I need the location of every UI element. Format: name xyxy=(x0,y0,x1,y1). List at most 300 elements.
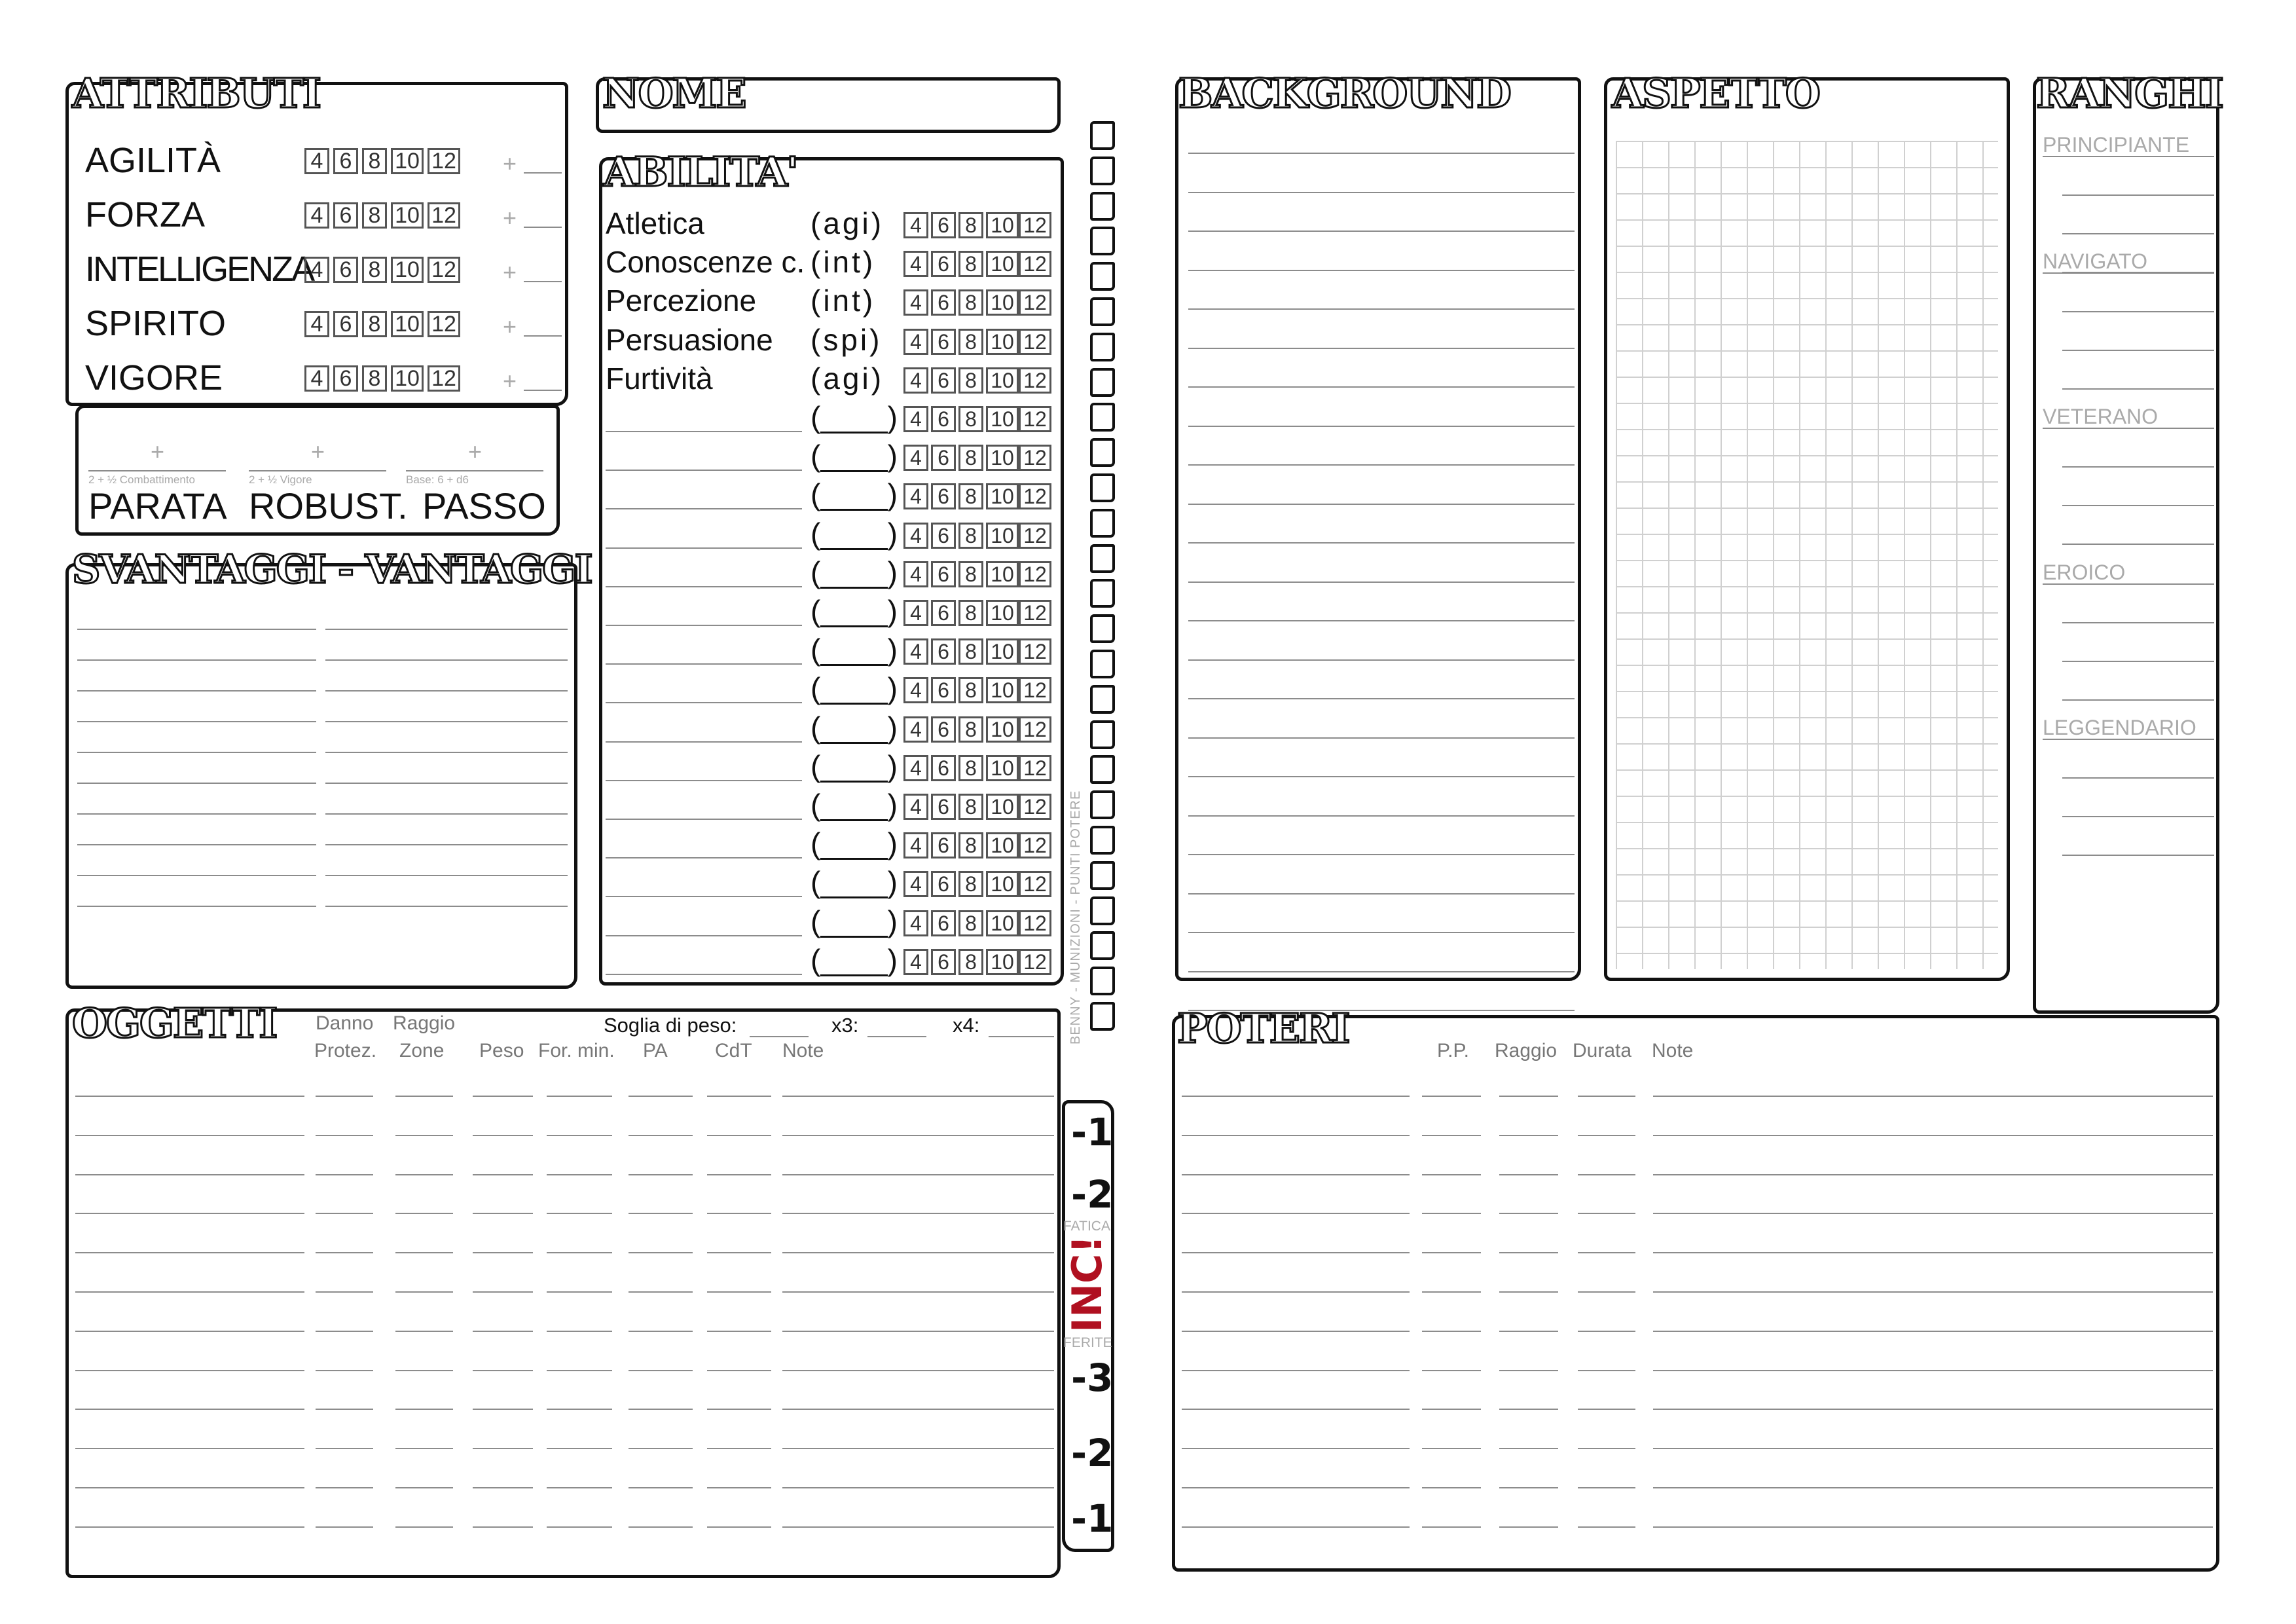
oggetti-line[interactable] xyxy=(473,1409,533,1410)
benny-box[interactable] xyxy=(1090,967,1115,995)
skill-die-d6[interactable]: 6 xyxy=(931,523,956,549)
skill-die-d4[interactable]: 4 xyxy=(903,483,928,509)
skill-die-d10[interactable]: 10 xyxy=(986,251,1019,277)
skill-die-d10[interactable]: 10 xyxy=(986,445,1019,471)
oggetti-line[interactable] xyxy=(316,1213,373,1214)
oggetti-line[interactable] xyxy=(395,1135,453,1136)
benny-box[interactable] xyxy=(1090,297,1115,326)
skill-die-d6[interactable]: 6 xyxy=(931,329,956,355)
oggetti-line[interactable] xyxy=(75,1331,304,1332)
poteri-line[interactable] xyxy=(1422,1409,1481,1410)
oggetti-line[interactable] xyxy=(629,1135,693,1136)
oggetti-line[interactable] xyxy=(75,1135,304,1136)
background-line[interactable] xyxy=(1188,192,1575,193)
skill-die-d12[interactable]: 12 xyxy=(1019,949,1051,975)
oggetti-line[interactable] xyxy=(316,1096,373,1097)
benny-box[interactable] xyxy=(1090,227,1115,255)
skill-attr-blank[interactable]: (____) xyxy=(811,594,898,628)
oggetti-line[interactable] xyxy=(782,1252,1054,1253)
skill-die-d8[interactable]: 8 xyxy=(958,794,983,820)
die-box-d10[interactable]: 10 xyxy=(391,257,424,283)
benny-box[interactable] xyxy=(1090,790,1115,819)
skill-die-d8[interactable]: 8 xyxy=(958,832,983,858)
poteri-line[interactable] xyxy=(1499,1487,1558,1488)
poteri-line[interactable] xyxy=(1499,1096,1558,1097)
skill-attr-blank[interactable]: (____) xyxy=(811,826,898,861)
oggetti-line[interactable] xyxy=(707,1174,771,1175)
background-line[interactable] xyxy=(1188,659,1575,661)
fatica-2[interactable]: -2 xyxy=(1071,1172,1114,1217)
skill-die-d10[interactable]: 10 xyxy=(986,794,1019,820)
oggetti-line[interactable] xyxy=(75,1291,304,1293)
svantaggio-line[interactable] xyxy=(77,875,316,876)
oggetti-line[interactable] xyxy=(316,1487,373,1488)
oggetti-line[interactable] xyxy=(782,1526,1054,1528)
skill-name-line[interactable] xyxy=(606,935,802,936)
poteri-line[interactable] xyxy=(1653,1331,2213,1332)
background-line[interactable] xyxy=(1188,386,1575,388)
poteri-line[interactable] xyxy=(1422,1448,1481,1449)
skill-name-line[interactable] xyxy=(606,857,802,858)
die-box-d8[interactable]: 8 xyxy=(362,202,387,229)
oggetti-line[interactable] xyxy=(707,1135,771,1136)
skill-die-d12[interactable]: 12 xyxy=(1019,289,1051,316)
oggetti-line[interactable] xyxy=(75,1448,304,1449)
skill-die-d6[interactable]: 6 xyxy=(931,871,956,897)
poteri-line[interactable] xyxy=(1182,1096,1410,1097)
oggetti-line[interactable] xyxy=(629,1448,693,1449)
benny-box[interactable] xyxy=(1090,262,1115,291)
benny-box[interactable] xyxy=(1090,720,1115,749)
skill-attr-blank[interactable]: (____) xyxy=(811,671,898,706)
skill-die-d6[interactable]: 6 xyxy=(931,561,956,587)
poteri-line[interactable] xyxy=(1499,1135,1558,1136)
soglia-line[interactable] xyxy=(750,1036,809,1037)
vantaggio-line[interactable] xyxy=(325,721,568,722)
benny-box[interactable] xyxy=(1090,614,1115,643)
oggetti-line[interactable] xyxy=(316,1370,373,1371)
skill-die-d12[interactable]: 12 xyxy=(1019,483,1051,509)
svantaggio-line[interactable] xyxy=(77,906,316,907)
oggetti-line[interactable] xyxy=(75,1252,304,1253)
poteri-line[interactable] xyxy=(1499,1526,1558,1528)
oggetti-line[interactable] xyxy=(707,1252,771,1253)
skill-attr-blank[interactable]: (____) xyxy=(811,633,898,667)
skill-attr-blank[interactable]: (____) xyxy=(811,400,898,434)
skill-die-d12[interactable]: 12 xyxy=(1019,677,1051,703)
poteri-line[interactable] xyxy=(1422,1370,1481,1371)
skill-die-d10[interactable]: 10 xyxy=(986,561,1019,587)
poteri-line[interactable] xyxy=(1653,1096,2213,1097)
die-box-d4[interactable]: 4 xyxy=(304,311,329,337)
oggetti-line[interactable] xyxy=(707,1370,771,1371)
oggetti-line[interactable] xyxy=(395,1096,453,1097)
oggetti-line[interactable] xyxy=(547,1409,612,1410)
background-line[interactable] xyxy=(1188,581,1575,583)
poteri-line[interactable] xyxy=(1578,1487,1635,1488)
skill-die-d8[interactable]: 8 xyxy=(958,483,983,509)
oggetti-line[interactable] xyxy=(629,1331,693,1332)
ferite-2[interactable]: -2 xyxy=(1071,1431,1114,1475)
skill-die-d4[interactable]: 4 xyxy=(903,523,928,549)
skill-die-d10[interactable]: 10 xyxy=(986,289,1019,316)
skill-die-d4[interactable]: 4 xyxy=(903,561,928,587)
die-box-d6[interactable]: 6 xyxy=(333,365,358,392)
skill-die-d10[interactable]: 10 xyxy=(986,677,1019,703)
background-line[interactable] xyxy=(1188,348,1575,349)
poteri-line[interactable] xyxy=(1578,1213,1635,1214)
poteri-line[interactable] xyxy=(1653,1252,2213,1253)
oggetti-line[interactable] xyxy=(316,1409,373,1410)
benny-box[interactable] xyxy=(1090,826,1115,855)
poteri-line[interactable] xyxy=(1578,1409,1635,1410)
svantaggio-line[interactable] xyxy=(77,783,316,784)
benny-box[interactable] xyxy=(1090,861,1115,890)
die-box-d8[interactable]: 8 xyxy=(362,365,387,392)
skill-die-d4[interactable]: 4 xyxy=(903,794,928,820)
oggetti-line[interactable] xyxy=(782,1213,1054,1214)
poteri-line[interactable] xyxy=(1653,1174,2213,1175)
oggetti-line[interactable] xyxy=(395,1174,453,1175)
oggetti-line[interactable] xyxy=(707,1291,771,1293)
skill-die-d10[interactable]: 10 xyxy=(986,716,1019,743)
skill-die-d12[interactable]: 12 xyxy=(1019,794,1051,820)
skill-die-d8[interactable]: 8 xyxy=(958,600,983,626)
skill-die-d6[interactable]: 6 xyxy=(931,832,956,858)
background-line[interactable] xyxy=(1188,153,1575,154)
die-box-d12[interactable]: 12 xyxy=(428,202,460,229)
skill-die-d12[interactable]: 12 xyxy=(1019,832,1051,858)
background-line[interactable] xyxy=(1188,737,1575,739)
poteri-line[interactable] xyxy=(1578,1448,1635,1449)
die-box-d4[interactable]: 4 xyxy=(304,257,329,283)
x4-line[interactable] xyxy=(989,1036,1054,1037)
poteri-line[interactable] xyxy=(1422,1174,1481,1175)
vantaggio-line[interactable] xyxy=(325,813,568,815)
die-box-d8[interactable]: 8 xyxy=(362,311,387,337)
background-line[interactable] xyxy=(1188,464,1575,466)
svantaggio-line[interactable] xyxy=(77,813,316,815)
skill-name-line[interactable] xyxy=(606,741,802,743)
vantaggio-line[interactable] xyxy=(325,690,568,692)
poteri-line[interactable] xyxy=(1499,1448,1558,1449)
skill-attr-blank[interactable]: (____) xyxy=(811,516,898,551)
poteri-line[interactable] xyxy=(1499,1331,1558,1332)
modifier-line[interactable] xyxy=(524,390,562,391)
oggetti-line[interactable] xyxy=(707,1331,771,1332)
poteri-line[interactable] xyxy=(1422,1252,1481,1253)
poteri-line[interactable] xyxy=(1499,1252,1558,1253)
benny-box[interactable] xyxy=(1090,192,1115,221)
skill-die-d12[interactable]: 12 xyxy=(1019,406,1051,432)
modifier-line[interactable] xyxy=(524,227,562,228)
ferite-1[interactable]: -1 xyxy=(1071,1496,1114,1541)
rank-advance-line[interactable] xyxy=(2062,311,2214,312)
poteri-line[interactable] xyxy=(1182,1370,1410,1371)
background-line[interactable] xyxy=(1188,932,1575,933)
skill-die-d10[interactable]: 10 xyxy=(986,832,1019,858)
x3-line[interactable] xyxy=(867,1036,926,1037)
die-box-d10[interactable]: 10 xyxy=(391,365,424,392)
oggetti-line[interactable] xyxy=(547,1526,612,1528)
oggetti-line[interactable] xyxy=(547,1291,612,1293)
skill-name-line[interactable] xyxy=(606,974,802,975)
skill-die-d4[interactable]: 4 xyxy=(903,289,928,316)
skill-die-d6[interactable]: 6 xyxy=(931,483,956,509)
rank-advance-line[interactable] xyxy=(2062,777,2214,779)
skill-die-d8[interactable]: 8 xyxy=(958,212,983,238)
skill-die-d6[interactable]: 6 xyxy=(931,794,956,820)
skill-die-d4[interactable]: 4 xyxy=(903,910,928,936)
benny-box[interactable] xyxy=(1090,1002,1115,1031)
poteri-line[interactable] xyxy=(1499,1213,1558,1214)
rank-advance-line[interactable] xyxy=(2062,699,2214,701)
skill-die-d8[interactable]: 8 xyxy=(958,638,983,665)
incapacitato[interactable]: INC! xyxy=(1063,1235,1111,1333)
derived-value-line[interactable] xyxy=(249,470,386,471)
skill-attr-blank[interactable]: (____) xyxy=(811,788,898,822)
oggetti-line[interactable] xyxy=(75,1409,304,1410)
oggetti-line[interactable] xyxy=(395,1331,453,1332)
oggetti-line[interactable] xyxy=(782,1174,1054,1175)
skill-name-line[interactable] xyxy=(606,508,802,509)
skill-name-line[interactable] xyxy=(606,625,802,626)
die-box-d6[interactable]: 6 xyxy=(333,148,358,174)
skill-die-d10[interactable]: 10 xyxy=(986,329,1019,355)
svantaggio-line[interactable] xyxy=(77,752,316,753)
skill-attr-blank[interactable]: (____) xyxy=(811,748,898,783)
background-line[interactable] xyxy=(1188,698,1575,699)
background-line[interactable] xyxy=(1188,426,1575,427)
vantaggio-line[interactable] xyxy=(325,875,568,876)
die-box-d4[interactable]: 4 xyxy=(304,365,329,392)
modifier-line[interactable] xyxy=(524,172,562,174)
oggetti-line[interactable] xyxy=(75,1213,304,1214)
rank-advance-line[interactable] xyxy=(2062,194,2214,196)
poteri-line[interactable] xyxy=(1422,1213,1481,1214)
oggetti-line[interactable] xyxy=(629,1291,693,1293)
poteri-line[interactable] xyxy=(1499,1174,1558,1175)
oggetti-line[interactable] xyxy=(316,1291,373,1293)
vantaggio-line[interactable] xyxy=(325,659,568,661)
die-box-d8[interactable]: 8 xyxy=(362,148,387,174)
benny-box[interactable] xyxy=(1090,896,1115,925)
poteri-line[interactable] xyxy=(1422,1291,1481,1293)
poteri-line[interactable] xyxy=(1653,1487,2213,1488)
background-line[interactable] xyxy=(1188,854,1575,855)
oggetti-line[interactable] xyxy=(547,1252,612,1253)
oggetti-line[interactable] xyxy=(473,1448,533,1449)
rank-advance-line[interactable] xyxy=(2062,622,2214,623)
rank-advance-line[interactable] xyxy=(2062,233,2214,234)
background-line[interactable] xyxy=(1188,231,1575,232)
oggetti-line[interactable] xyxy=(629,1526,693,1528)
poteri-line[interactable] xyxy=(1182,1487,1410,1488)
poteri-line[interactable] xyxy=(1653,1135,2213,1136)
oggetti-line[interactable] xyxy=(547,1213,612,1214)
poteri-line[interactable] xyxy=(1182,1448,1410,1449)
rank-advance-line[interactable] xyxy=(2062,466,2214,468)
oggetti-line[interactable] xyxy=(629,1096,693,1097)
skill-die-d12[interactable]: 12 xyxy=(1019,600,1051,626)
oggetti-line[interactable] xyxy=(547,1370,612,1371)
skill-die-d12[interactable]: 12 xyxy=(1019,251,1051,277)
oggetti-line[interactable] xyxy=(75,1487,304,1488)
skill-attr-blank[interactable]: (____) xyxy=(811,865,898,900)
oggetti-line[interactable] xyxy=(473,1174,533,1175)
poteri-line[interactable] xyxy=(1653,1526,2213,1528)
skill-die-d6[interactable]: 6 xyxy=(931,910,956,936)
skill-die-d8[interactable]: 8 xyxy=(958,289,983,316)
oggetti-line[interactable] xyxy=(629,1409,693,1410)
rank-advance-line[interactable] xyxy=(2062,661,2214,662)
skill-die-d6[interactable]: 6 xyxy=(931,445,956,471)
skill-die-d12[interactable]: 12 xyxy=(1019,212,1051,238)
vantaggio-line[interactable] xyxy=(325,844,568,845)
skill-die-d10[interactable]: 10 xyxy=(986,755,1019,781)
poteri-line[interactable] xyxy=(1499,1370,1558,1371)
oggetti-line[interactable] xyxy=(395,1448,453,1449)
skill-die-d8[interactable]: 8 xyxy=(958,406,983,432)
die-box-d12[interactable]: 12 xyxy=(428,148,460,174)
oggetti-line[interactable] xyxy=(782,1370,1054,1371)
skill-die-d4[interactable]: 4 xyxy=(903,832,928,858)
benny-box[interactable] xyxy=(1090,333,1115,361)
poteri-line[interactable] xyxy=(1578,1331,1635,1332)
benny-box[interactable] xyxy=(1090,931,1115,960)
die-box-d12[interactable]: 12 xyxy=(428,257,460,283)
skill-die-d8[interactable]: 8 xyxy=(958,523,983,549)
oggetti-line[interactable] xyxy=(473,1096,533,1097)
oggetti-line[interactable] xyxy=(395,1409,453,1410)
skill-die-d8[interactable]: 8 xyxy=(958,910,983,936)
vantaggio-line[interactable] xyxy=(325,752,568,753)
oggetti-line[interactable] xyxy=(473,1526,533,1528)
skill-name-line[interactable] xyxy=(606,470,802,471)
skill-die-d8[interactable]: 8 xyxy=(958,716,983,743)
skill-name-line[interactable] xyxy=(606,702,802,703)
die-box-d6[interactable]: 6 xyxy=(333,202,358,229)
oggetti-line[interactable] xyxy=(316,1331,373,1332)
aspetto-grid[interactable] xyxy=(1616,141,1998,969)
skill-die-d4[interactable]: 4 xyxy=(903,600,928,626)
oggetti-line[interactable] xyxy=(395,1526,453,1528)
rank-advance-line[interactable] xyxy=(2062,505,2214,506)
skill-die-d8[interactable]: 8 xyxy=(958,871,983,897)
skill-attr-blank[interactable]: (____) xyxy=(811,942,898,977)
oggetti-line[interactable] xyxy=(629,1252,693,1253)
skill-die-d12[interactable]: 12 xyxy=(1019,755,1051,781)
poteri-line[interactable] xyxy=(1422,1526,1481,1528)
svantaggio-line[interactable] xyxy=(77,659,316,661)
benny-box[interactable] xyxy=(1090,403,1115,432)
poteri-line[interactable] xyxy=(1578,1096,1635,1097)
skill-die-d12[interactable]: 12 xyxy=(1019,638,1051,665)
skill-die-d4[interactable]: 4 xyxy=(903,445,928,471)
skill-die-d8[interactable]: 8 xyxy=(958,329,983,355)
skill-die-d6[interactable]: 6 xyxy=(931,367,956,394)
skill-die-d4[interactable]: 4 xyxy=(903,716,928,743)
die-box-d10[interactable]: 10 xyxy=(391,202,424,229)
skill-die-d6[interactable]: 6 xyxy=(931,600,956,626)
skill-die-d4[interactable]: 4 xyxy=(903,677,928,703)
skill-die-d10[interactable]: 10 xyxy=(986,523,1019,549)
oggetti-line[interactable] xyxy=(473,1213,533,1214)
die-box-d4[interactable]: 4 xyxy=(304,202,329,229)
die-box-d10[interactable]: 10 xyxy=(391,148,424,174)
poteri-line[interactable] xyxy=(1578,1370,1635,1371)
modifier-line[interactable] xyxy=(524,281,562,282)
skill-die-d10[interactable]: 10 xyxy=(986,600,1019,626)
skill-name-line[interactable] xyxy=(606,663,802,665)
oggetti-line[interactable] xyxy=(707,1487,771,1488)
die-box-d12[interactable]: 12 xyxy=(428,311,460,337)
skill-name-line[interactable] xyxy=(606,431,802,432)
skill-die-d4[interactable]: 4 xyxy=(903,406,928,432)
poteri-line[interactable] xyxy=(1578,1526,1635,1528)
skill-die-d6[interactable]: 6 xyxy=(931,289,956,316)
oggetti-line[interactable] xyxy=(316,1135,373,1136)
poteri-line[interactable] xyxy=(1499,1409,1558,1410)
oggetti-line[interactable] xyxy=(316,1526,373,1528)
benny-box[interactable] xyxy=(1090,755,1115,784)
vantaggio-line[interactable] xyxy=(325,783,568,784)
benny-box[interactable] xyxy=(1090,121,1115,150)
skill-die-d4[interactable]: 4 xyxy=(903,755,928,781)
oggetti-line[interactable] xyxy=(473,1135,533,1136)
poteri-line[interactable] xyxy=(1653,1448,2213,1449)
poteri-line[interactable] xyxy=(1653,1291,2213,1293)
oggetti-line[interactable] xyxy=(473,1252,533,1253)
skill-die-d4[interactable]: 4 xyxy=(903,949,928,975)
oggetti-line[interactable] xyxy=(782,1331,1054,1332)
oggetti-line[interactable] xyxy=(629,1370,693,1371)
background-line[interactable] xyxy=(1188,971,1575,972)
oggetti-line[interactable] xyxy=(395,1213,453,1214)
skill-die-d8[interactable]: 8 xyxy=(958,445,983,471)
poteri-line[interactable] xyxy=(1578,1174,1635,1175)
skill-die-d10[interactable]: 10 xyxy=(986,949,1019,975)
vantaggio-line[interactable] xyxy=(325,629,568,630)
skill-die-d6[interactable]: 6 xyxy=(931,638,956,665)
skill-die-d4[interactable]: 4 xyxy=(903,251,928,277)
svantaggio-line[interactable] xyxy=(77,721,316,722)
poteri-line[interactable] xyxy=(1578,1252,1635,1253)
skill-die-d8[interactable]: 8 xyxy=(958,677,983,703)
poteri-line[interactable] xyxy=(1653,1213,2213,1214)
poteri-line[interactable] xyxy=(1578,1135,1635,1136)
poteri-line[interactable] xyxy=(1182,1331,1410,1332)
poteri-line[interactable] xyxy=(1182,1291,1410,1293)
poteri-line[interactable] xyxy=(1182,1409,1410,1410)
oggetti-line[interactable] xyxy=(395,1370,453,1371)
fatica-1[interactable]: -1 xyxy=(1071,1110,1114,1154)
skill-die-d4[interactable]: 4 xyxy=(903,329,928,355)
rank-advance-line[interactable] xyxy=(2062,816,2214,817)
oggetti-line[interactable] xyxy=(547,1096,612,1097)
skill-attr-blank[interactable]: (____) xyxy=(811,555,898,589)
skill-die-d12[interactable]: 12 xyxy=(1019,367,1051,394)
benny-box[interactable] xyxy=(1090,473,1115,502)
poteri-line[interactable] xyxy=(1422,1096,1481,1097)
oggetti-line[interactable] xyxy=(782,1135,1054,1136)
skill-name-line[interactable] xyxy=(606,547,802,549)
oggetti-line[interactable] xyxy=(473,1291,533,1293)
skill-die-d4[interactable]: 4 xyxy=(903,212,928,238)
oggetti-line[interactable] xyxy=(707,1409,771,1410)
skill-die-d12[interactable]: 12 xyxy=(1019,910,1051,936)
benny-box[interactable] xyxy=(1090,650,1115,678)
